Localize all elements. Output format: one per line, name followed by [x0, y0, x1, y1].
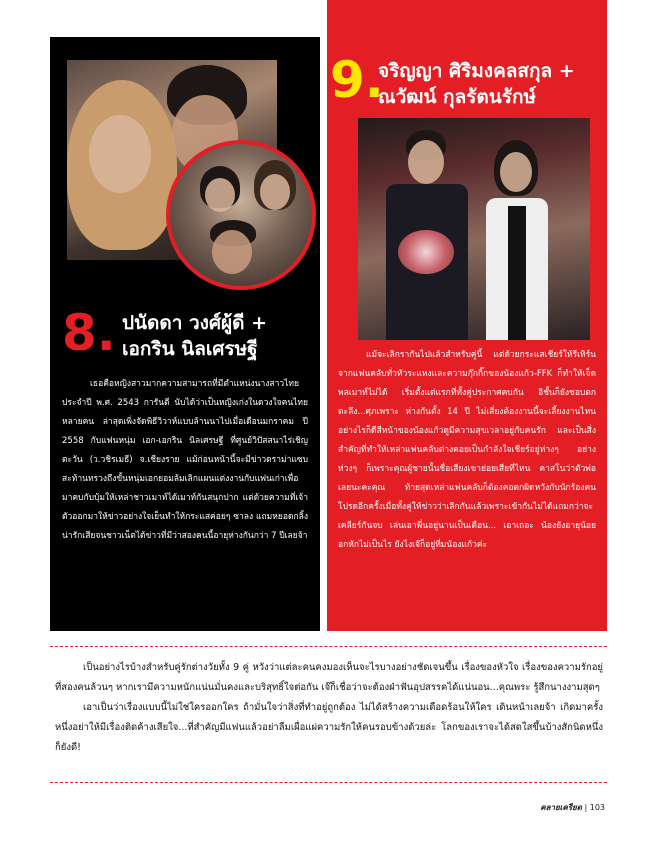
closing-paragraph-2: เอาเป็นว่าเรื่องแบบนี้ไม่ใช่ใครออกใคร ถ้ามั่นใจว่าสิ่งที่ทำอยู่ถูกต้อง ไม่ได้สร้างความเดือดร้อนให้ใคร เดินหน้าเลยจ้า เกิดมาครั้งหนึ่งอย่าให้มีเรื่องติดค้างเสียใจ...ที่สำคัญมีแฟนแล้วอย่าลืมเผื่อแผ่ความรักให้คนรอบข้างด้วยล่ะ โลกของเราจะได้สดใสขึ้นบ้างสักนิดหนึ่งก็ยังดี!	[55, 702, 603, 753]
dress-stripe-shape	[508, 206, 526, 340]
story-8-body: เธอคือหญิงสาวมากความสามารถที่มีตำแหน่งนางสาวไทยประจำปี พ.ศ. 2543 การันตี นับได้ว่าเป็นหญิงเก่งในดวงใจคนไทยหลายคน ล่าสุดเพิ่งจัดพิธีวิวาห์แบบล้านนาไปเมื่อเดือนมกราคม ปี 2558 กับแฟนหนุ่ม เอก-เอกริน นิลเศรษฐี ที่ศูนย์วิปัสสนาไร่เชิญตะวัน (ว.วชิรเมธี) จ.เชียงราย แม้ก่อนหน้านี้จะมีข่าวดราม่าแซบสะท้านทรวงถึงขั้นหนุ่มเอกยอมล้มเลิกแผนแต่งงานกับแฟนเก่าเพื่อมาคบกับบุ้มให้เหล่าชาวเมาท์ได้เมาท์กันสนุกปาก แต่ด้วยความที่เจ้าตัวออกมาให้ข่าวอย่างใจเย็นทำให้กระแสค่อยๆ ซาลง แถมหยอดกลิ้งน่ารักเสียจนชาวเน็ตได้ข่าวที่มีว่าสองคนนี้อายุห่างกันกว่า 7 ปีเลยจ้า	[62, 379, 308, 541]
closing-paragraph-1: เป็นอย่างไรบ้างสำหรับคู่รักต่างวัยทั้ง 9 คู่ หวังว่าแต่ละคนคงมองเห็นจะไรบางอย่างชัดเจนขึ้น เรื่องของหัวใจ เรื่องของความรักอยู่ที่สองคนล้วนๆ หากเรามีความหนักแน่นมั่นคงและบริสุทธิ์ใจต่อกัน เจ๊ก็เชื่อว่าจะต้องฝ่าฟันอุปสรรคได้แน่นอน...คุณพระ รู้สึกนางงามสุดๆ	[55, 662, 603, 693]
face-shape	[89, 115, 151, 193]
family-circle-photo	[166, 140, 316, 290]
face-shape	[500, 152, 532, 192]
face-shape	[205, 178, 235, 212]
face-shape	[408, 140, 444, 184]
bouquet-shape	[398, 230, 454, 274]
couple-9-photo	[358, 118, 590, 340]
story-9-name-line-2: ณวัฒน์ กุลรัตนรักษ์	[378, 86, 536, 108]
story-8-number: 8.	[62, 304, 116, 362]
story-9-number: 9.	[330, 51, 384, 109]
face-shape	[212, 230, 252, 274]
story-8-name-line-1: ปนัดดา วงศ์ผู้ดี +	[122, 312, 268, 334]
story-8-name-line-2: เอกริน นิลเศรษฐี	[122, 338, 258, 360]
story-9-body: แม้จะเลิกรากันไปแล้วสำหรับคู่นี้ แต่ด้วยกระแสเชียร์ให้รีเทิร์นจากแฟนคลับทั่วหัวระแหงและความกุ๊กกิ๊กของน้องแก้ว-FFK ก็ทำให้เจ็ดพลเมาท์ไม่ได้ เริ่มตั้งแต่แรกที่ทั้งคู่ประกาศคบกัน อิชั้นก็ยังชอบตกตะลึง...ศุภเพราะ ห่างกันตั้ง 14 ปี ไม่เสี่ยงต้องงานนี้จะเลี้ยงงานไหน อย่างไรก็ดีสีหน้าของน้องแก้วดูมีความสุขเวลาอยู่กับคนรัก และเป็นสิ่งสำคัญที่ทำให้เหล่าแฟนคลับต่างคอยเป็นกำลังใจเชียร์อยู่ห่างๆ อย่างห่วงๆ ก็เพราะคุณผู้ชายนั้นชื่อเสียงเขาย่อยเสียที่ไหน คาสโนว่าตัวพ่อเลยนะคะคุณ ท้ายสุดเหล่าแฟนคลับก็ต้องคอตกผิดหวังกับนักร้องคนโปรดอีกครั้งเมื่อทั้งคู่ให้ข่าวว่าเลิกกันแล้วเพราะเข้ากันไม่ได้แถมกว่าจะเคลียร์กันจบ เล่นเอาพี่นอยู่นานเป็นเดือน... เอาเถอะ น้องยังอายุน้อย อกหักไม่เป็นไร ยังไงเจ๊ก็อยู่ที่มน้องแก้วค่ะ	[338, 350, 596, 550]
face-shape	[260, 174, 290, 210]
magazine-brand: คลายเครียด	[540, 803, 582, 812]
story-9-name-line-1: จริญญา ศิริมงคลสกุล +	[378, 60, 575, 82]
page-footer	[540, 801, 605, 814]
top-dashed-divider	[50, 646, 607, 647]
closing-section	[55, 658, 603, 758]
bottom-dashed-divider	[50, 782, 607, 783]
page-number: | 103	[584, 803, 605, 812]
